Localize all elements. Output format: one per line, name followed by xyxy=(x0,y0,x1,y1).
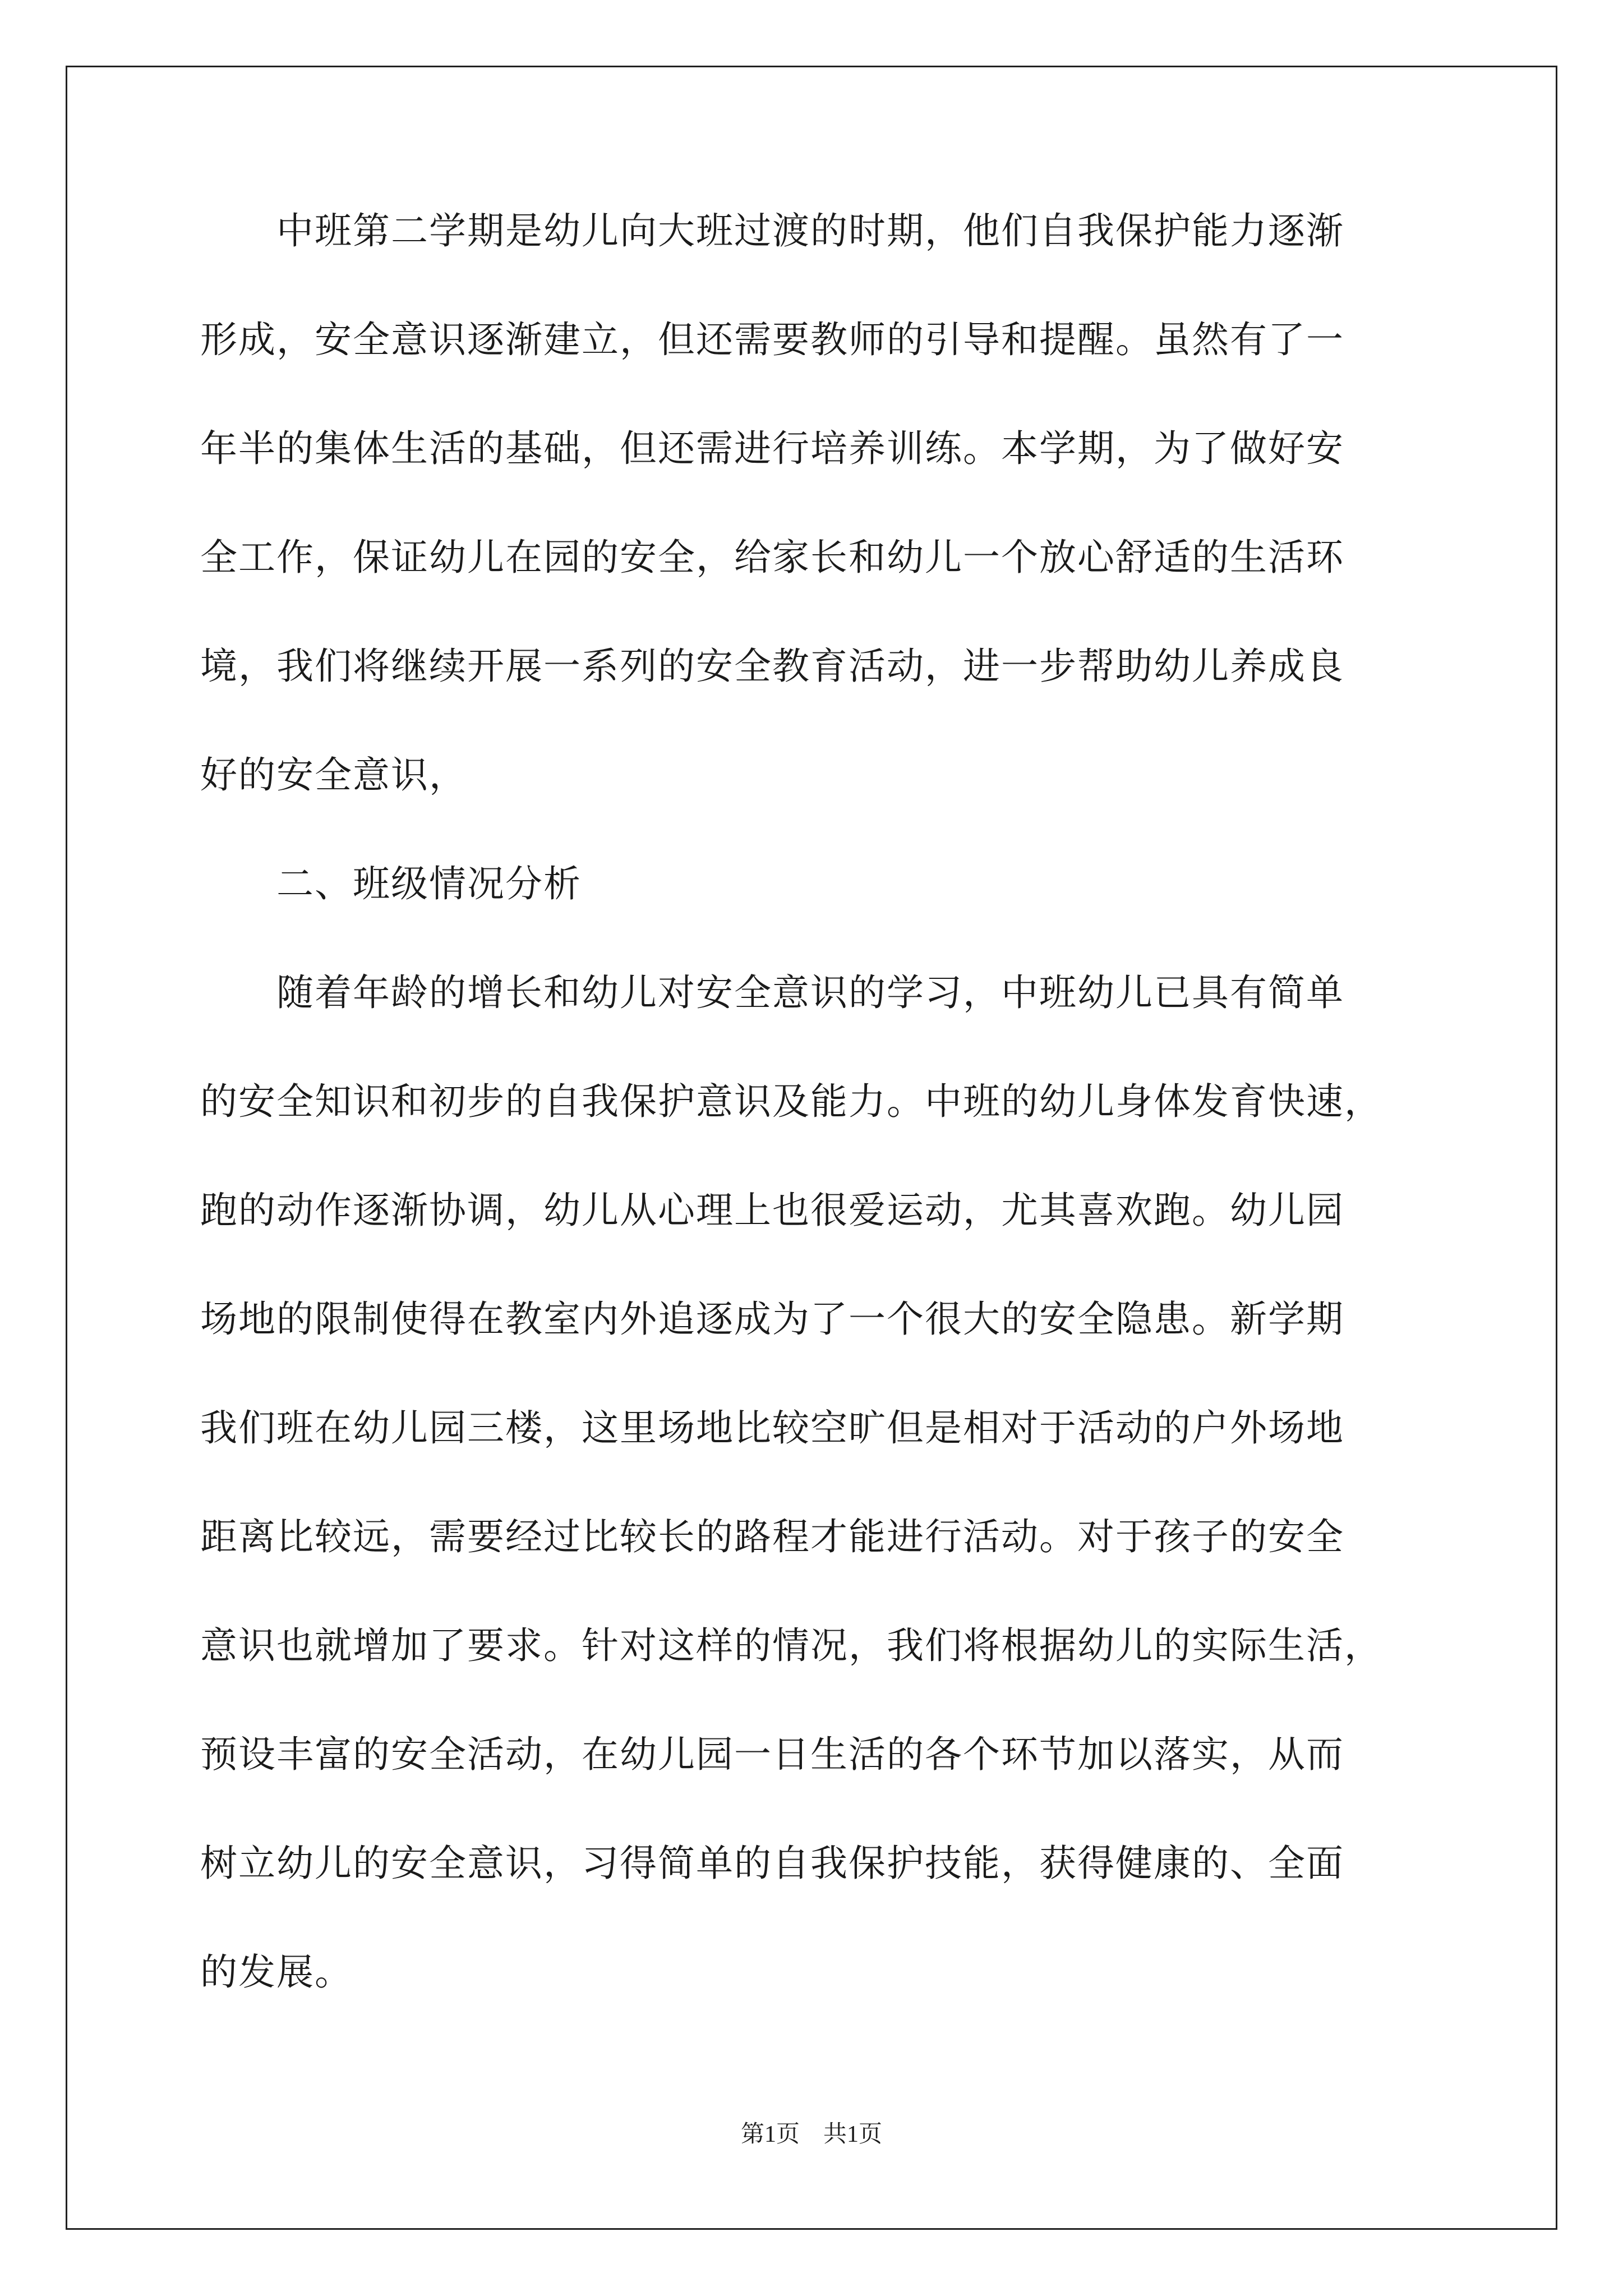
page-footer: 第1页 共1页 xyxy=(740,2122,882,2147)
paragraph-line: 年半的集体生活的基础，但还需进行培养训练。本学期，为了做好安 xyxy=(200,427,1344,470)
paragraph-line: 树立幼儿的安全意识，习得简单的自我保护技能，获得健康的、全面 xyxy=(200,1842,1344,1885)
paragraph-line: 好的安全意识， xyxy=(200,753,467,797)
paragraph-line: 场地的限制使得在教室内外追逐成为了一个很大的安全隐患。新学期 xyxy=(200,1297,1344,1341)
paragraph-line: 意识也就增加了要求。针对这样的情况，我们将根据幼儿的实际生活， xyxy=(200,1624,1382,1667)
paragraph-line: 距离比较远，需要经过比较长的路程才能进行活动。对于孩子的安全 xyxy=(200,1515,1344,1558)
page-border xyxy=(66,66,1557,2230)
paragraph-line: 的安全知识和初步的自我保护意识及能力。中班的幼儿身体发育快速， xyxy=(200,1080,1382,1123)
paragraph-line: 我们班在幼儿园三楼，这里场地比较空旷但是相对于活动的户外场地 xyxy=(200,1406,1344,1450)
paragraph-line: 全工作，保证幼儿在园的安全，给家长和幼儿一个放心舒适的生活环 xyxy=(200,536,1344,579)
paragraph-line: 随着年龄的增长和幼儿对安全意识的学习，中班幼儿已具有简单 xyxy=(200,971,1344,1014)
section-heading: 二、班级情况分析 xyxy=(200,862,582,905)
paragraph-line: 境，我们将继续开展一系列的安全教育活动，进一步帮助幼儿养成良 xyxy=(200,645,1344,688)
paragraph-line: 形成，安全意识逐渐建立，但还需要教师的引导和提醒。虽然有了一 xyxy=(200,318,1344,361)
paragraph-line: 跑的动作逐渐协调，幼儿从心理上也很爱运动，尤其喜欢跑。幼儿园 xyxy=(200,1189,1344,1232)
paragraph-line: 预设丰富的安全活动，在幼儿园一日生活的各个环节加以落实，从而 xyxy=(200,1733,1344,1776)
paragraph-line: 的发展。 xyxy=(200,1950,353,1994)
paragraph-line: 中班第二学期是幼儿向大班过渡的时期，他们自我保护能力逐渐 xyxy=(200,209,1344,252)
